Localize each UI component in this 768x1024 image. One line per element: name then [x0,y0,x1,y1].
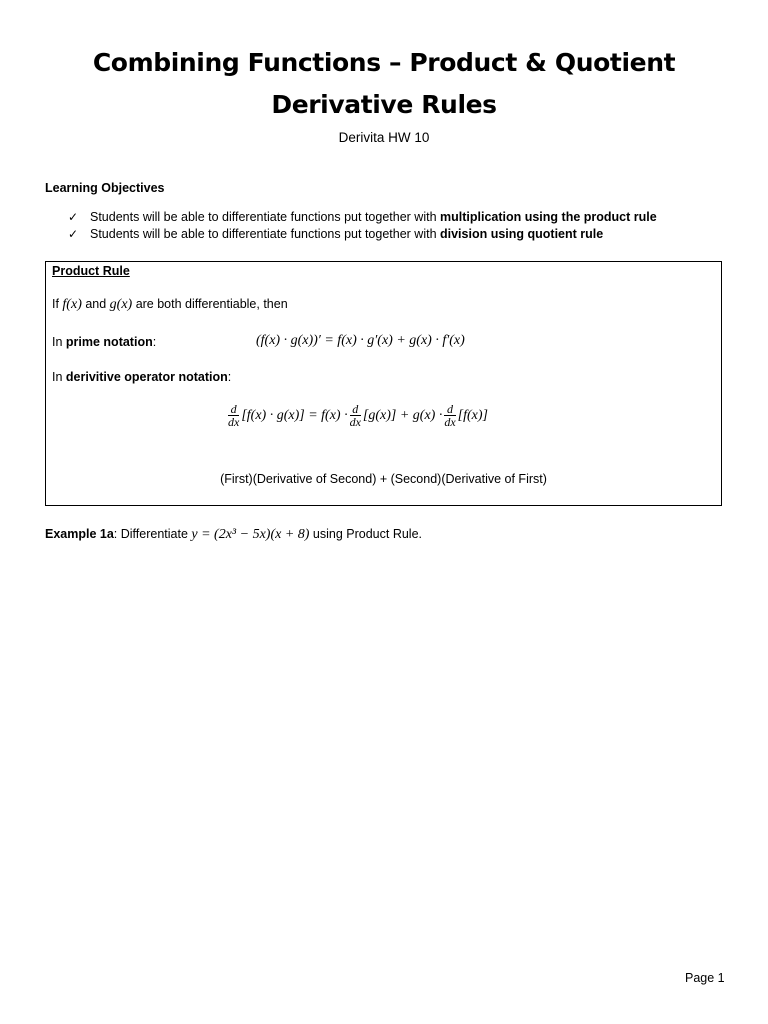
operator-notation-label [52,370,231,384]
checkmark-icon: ✓ [68,210,79,224]
differentiability-statement [52,297,288,313]
example-text-after: using Product Rule. [309,527,422,541]
objective-text: Students will be able to differentiate functions put together with [90,210,440,224]
page-title-line-2: Derivative Rules [271,90,497,119]
page-title-line-1: Combining Functions – Product & Quotient [92,48,676,77]
example-label: Example 1a [45,527,114,541]
derivative-operator: $\frac{d}{dx}$ [228,402,240,429]
learning-objectives-list [68,209,657,243]
f-of-x: f(x) [62,297,82,312]
objective-text: Students will be able to differentiate functions put together with [90,227,440,241]
product-rule-summary: (First)(Derivative of Second) + (Second)(Derivative of First) [220,472,547,486]
prime-suffix: : [152,335,157,349]
intro-if-text: If [52,297,63,311]
prime-bold: prime notation [65,335,153,349]
checkmark-icon: ✓ [68,227,79,241]
example-text-before: : Differentiate [113,527,192,541]
formula-part-3: [f(x)] [457,407,488,423]
prime-notation-label [52,335,156,349]
intro-rest-text: are both differentiable, then [132,297,288,311]
prime-notation-formula: (f(x) · g(x))′ = f(x) · g′(x) + g(x) · f′(x) [256,333,465,348]
derivative-operator: $\frac{d}{dx}$ [349,402,361,429]
example-equation: y = (2x³ − 5x)(x + 8) [191,527,310,542]
operator-suffix: : [227,370,232,384]
prime-prefix: In [52,335,66,349]
operator-bold: derivitive operator notation [65,370,228,384]
objective-emphasis: division using quotient rule [440,227,604,241]
formula-part-2: [g(x)] + g(x) · [362,407,443,423]
operator-notation-formula [226,403,488,428]
example-1a [45,527,422,543]
page-number: Page 1 [685,971,725,985]
page-subtitle: Derivita HW 10 [338,130,430,145]
objective-emphasis: multiplication using the product rule [440,210,657,224]
g-of-x: g(x) [109,297,133,312]
product-rule-box [45,261,722,506]
formula-part-1: [f(x) · g(x)] = f(x) · [241,407,348,423]
derivative-operator: $\frac{d}{dx}$ [444,402,456,429]
intro-and-text: and [81,297,110,311]
product-rule-heading: Product Rule [52,264,130,278]
objective-item [68,226,657,243]
operator-prefix: In [52,370,66,384]
learning-objectives-heading: Learning Objectives [45,181,165,195]
objective-item [68,209,657,226]
